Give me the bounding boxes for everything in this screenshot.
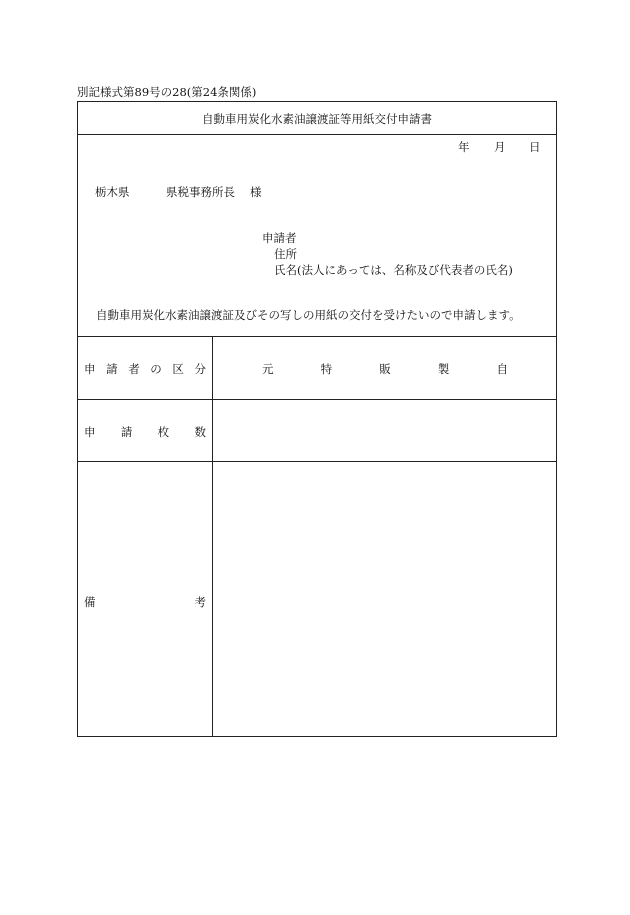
remarks-label [84,594,206,610]
date-year-label: 年 [458,140,470,154]
applicant-heading: 申請者 [262,231,297,245]
category-label-char: の [150,362,162,376]
category-options [262,361,508,377]
category-option: 特 [320,362,333,376]
count-input-area[interactable] [213,400,556,461]
remarks-input-area[interactable] [213,462,556,736]
addressee-office: 県税事務所長 [166,185,235,199]
remarks-label-char: 考 [194,595,206,609]
application-statement: 自動車用炭化水素油譲渡証及びその写しの用紙の交付を受けたいので申請します。 [96,308,521,322]
form-title: 自動車用炭化水素油譲渡証等用紙交付申請書 [202,112,432,126]
row-divider-top [78,336,556,337]
category-label-char: 者 [128,362,140,376]
category-option: 元 [262,362,274,376]
category-label [84,361,206,377]
title-row [78,102,556,135]
category-option: 製 [437,362,450,376]
applicant-address-label: 住所 [274,247,297,261]
count-label-char: 申 [84,425,96,439]
form-reference: 別記様式第89号の28(第24条関係) [77,85,257,99]
category-option: 販 [379,362,391,376]
category-label-char: 申 [84,362,96,376]
category-option: 自 [496,362,508,376]
count-label-char: 枚 [157,425,170,439]
applicant-name-label: 氏名(法人にあっては、名称及び代表者の氏名) [274,263,513,277]
category-label-char: 区 [172,362,184,376]
count-label-char: 数 [194,425,206,439]
remarks-label-char: 備 [84,595,96,609]
addressee-honorific: 様 [250,185,262,199]
category-label-char: 分 [194,362,206,376]
addressee-prefecture: 栃木県 [95,185,130,199]
category-label-char: 請 [106,362,118,376]
date-day-label: 日 [529,140,541,154]
count-label-char: 請 [120,425,133,439]
application-form [77,101,557,737]
count-label [84,424,206,440]
date-month-label: 月 [494,140,506,154]
